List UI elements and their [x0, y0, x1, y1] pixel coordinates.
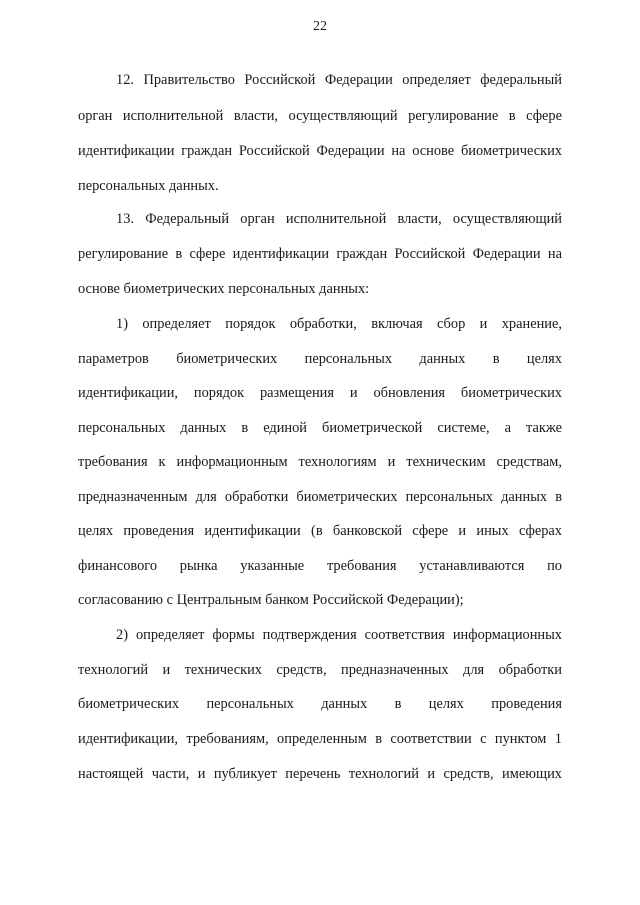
text-line: биометрических персональных данных в целях проведения [78, 696, 562, 712]
text-line: целях проведения идентификации (в банковской сфере и иных сферах [78, 523, 562, 539]
text-line: параметров биометрических персональных данных в целях [78, 351, 562, 367]
text-line: финансового рынка указанные требования устанавливаются по [78, 558, 562, 574]
text-line: идентификации, требованиям, определенным в соответствии с пунктом 1 [78, 731, 562, 747]
text-line: орган исполнительной власти, осуществляющий регулирование в сфере [78, 108, 562, 124]
page-number: 22 [313, 19, 327, 34]
text-line: 13. Федеральный орган исполнительной власти, осуществляющий [116, 211, 562, 227]
text-line: предназначенным для обработки биометрических персональных данных в [78, 489, 562, 505]
text-line: регулирование в сфере идентификации граждан Российской Федерации на [78, 246, 562, 262]
text-line: требования к информационным технологиям и техническим средствам, [78, 454, 562, 470]
text-line: согласованию с Центральным банком Российской Федерации); [78, 592, 464, 608]
text-line: персональных данных в единой биометрической системе, а также [78, 420, 562, 436]
text-line: персональных данных. [78, 178, 219, 194]
text-line: технологий и технических средств, предназначенных для обработки [78, 662, 562, 678]
text-line: настоящей части, и публикует перечень технологий и средств, имеющих [78, 766, 562, 782]
text-line: идентификации граждан Российской Федерации на основе биометрических [78, 143, 562, 159]
text-line: идентификации, порядок размещения и обновления биометрических [78, 385, 562, 401]
text-line: 1) определяет порядок обработки, включая сбор и хранение, [116, 316, 562, 332]
text-line: 2) определяет формы подтверждения соответствия информационных [116, 627, 562, 643]
text-line: основе биометрических персональных данных: [78, 281, 370, 297]
text-line: 12. Правительство Российской Федерации определяет федеральный [116, 72, 562, 88]
